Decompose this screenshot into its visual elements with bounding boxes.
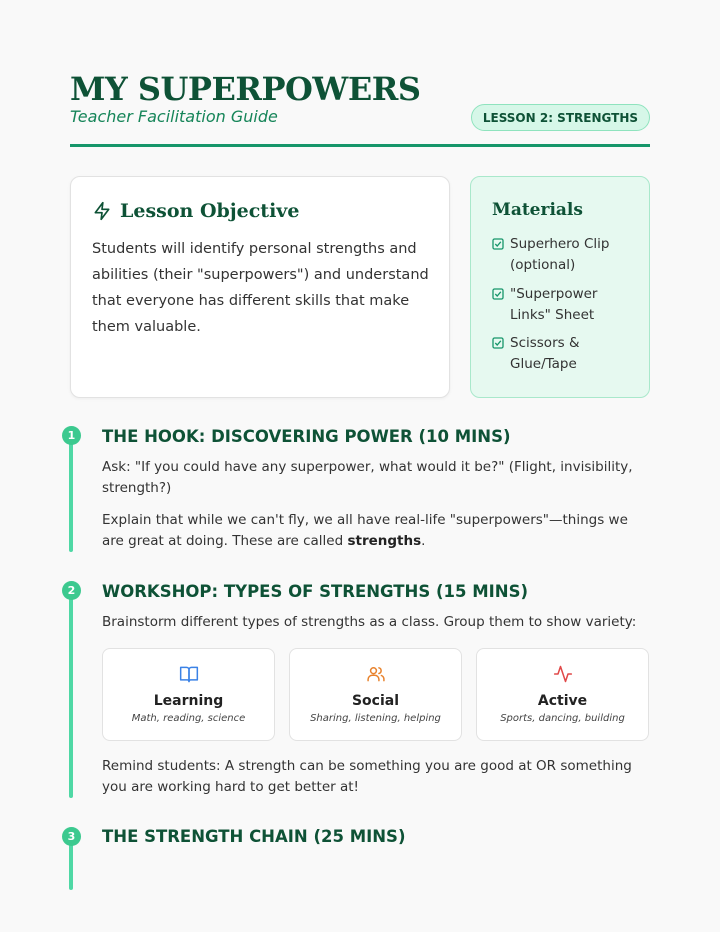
- step-paragraph: Brainstorm different types of strengths as a class. Group them to show variety:: [102, 614, 637, 630]
- checkbox-icon: [492, 337, 504, 349]
- objective-text: Students will identify personal strengths and abilities (their "superpowers") and understand that everyone has different skills that make them valuable.: [92, 241, 429, 335]
- objective-heading: Lesson Objective: [120, 200, 300, 222]
- checkbox-icon: [492, 288, 504, 300]
- material-item: [492, 284, 642, 326]
- step-title: THE STRENGTH CHAIN (25 MINS): [102, 827, 406, 846]
- step-paragraph: Ask: "If you could have any superpower, what would it be?" (Flight, invisibility, strength?): [102, 459, 633, 496]
- activity-icon: [553, 664, 573, 684]
- step-paragraph: [102, 510, 650, 552]
- strength-card-social: [289, 648, 462, 741]
- step-number-badge: 2: [62, 581, 81, 600]
- step-number-badge: 3: [62, 827, 81, 846]
- step-title: THE HOOK: DISCOVERING POWER (10 MINS): [102, 427, 511, 446]
- step-paragraph-text: Explain that while we can't fly, we all have real-life "superpowers"—things we are great at doing. These are called: [102, 512, 628, 549]
- step-title: WORKSHOP: TYPES OF STRENGTHS (15 MINS): [102, 582, 529, 601]
- materials-heading: Materials: [492, 200, 583, 220]
- timeline-line: [69, 591, 73, 798]
- book-icon: [179, 664, 199, 684]
- page-title: MY SUPERPOWERS: [70, 70, 421, 108]
- page-subtitle: Teacher Facilitation Guide: [70, 107, 278, 126]
- strength-desc: Math, reading, science: [131, 713, 246, 724]
- objective-header: [92, 200, 299, 222]
- header-divider: [70, 144, 650, 147]
- material-label: Superhero Clip (optional): [510, 236, 610, 273]
- material-item: [492, 333, 642, 375]
- strength-card-active: [476, 648, 649, 741]
- step-paragraph: Remind students: A strength can be something you are good at OR something you are working hard to get better at!: [102, 758, 632, 795]
- material-item: [492, 234, 642, 276]
- people-icon: [366, 664, 386, 684]
- strength-name: Social: [351, 693, 400, 709]
- strength-desc: Sharing, listening, helping: [310, 713, 441, 724]
- strength-desc: Sports, dancing, building: [500, 713, 625, 724]
- step-number-badge: 1: [62, 426, 81, 445]
- material-label: Scissors & Glue/Tape: [510, 335, 580, 372]
- strength-card-learning: [102, 648, 275, 741]
- checkbox-icon: [492, 238, 504, 250]
- lightning-icon: [92, 201, 112, 221]
- strength-name: Active: [537, 693, 588, 709]
- material-label: "Superpower Links" Sheet: [510, 286, 598, 323]
- paragraph-suffix: .: [421, 533, 426, 549]
- timeline-line: [69, 436, 73, 552]
- lesson-badge: LESSON 2: STRENGTHS: [471, 104, 650, 131]
- strengths-term: strengths: [347, 533, 422, 549]
- strength-name: Learning: [153, 693, 224, 709]
